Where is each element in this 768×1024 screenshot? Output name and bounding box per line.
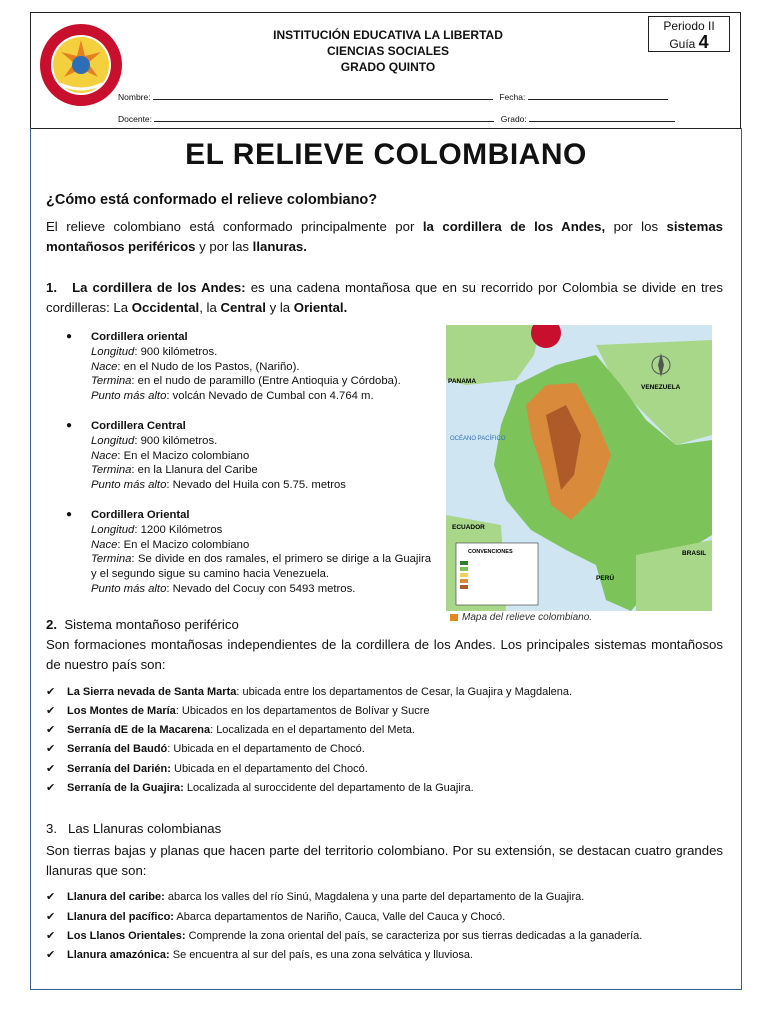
teacher-line[interactable]: [154, 112, 494, 122]
cordillera-value: : Nevado del Cocuy con 5493 metros.: [166, 582, 356, 595]
cordillera-block-3: [91, 508, 431, 597]
intro-text-1: El relieve colombiano está conformado principalmente por: [46, 219, 423, 234]
map-label-peru: PERÚ: [596, 575, 615, 582]
page-title: EL RELIEVE COLOMBIANO: [185, 138, 587, 171]
cordillera-key: Punto más alto: [91, 582, 167, 595]
list-item-text: : Ubicada en el departamento de Chocó.: [167, 743, 365, 755]
section3-number: 3.: [46, 821, 57, 836]
section1-text-1: es una cadena montañosa que en su recorrido por Colombia se divide en tres cordilleras: La: [46, 280, 723, 315]
cordillera-key: Nace: [91, 360, 118, 373]
list-item: [46, 762, 368, 775]
cordillera-key: Punto más alto: [91, 390, 167, 403]
section2-title: Sistema montañoso periférico: [64, 617, 239, 632]
section3-title: Las Llanuras colombianas: [68, 821, 222, 836]
list-item: [46, 929, 642, 942]
cordillera-value: : En el Macizo colombiano: [117, 538, 250, 551]
cordillera-value: : en el Nudo de los Pastos, (Nariño).: [117, 360, 300, 373]
cordillera-value: : 900 kilómetros.: [134, 345, 218, 358]
section1-bold-central: Central: [220, 300, 266, 315]
section2-heading: [46, 617, 239, 632]
list-item: [46, 890, 584, 903]
teacher-label: Docente:: [118, 114, 153, 124]
period-box: [648, 16, 730, 52]
check-icon: ✔: [46, 705, 56, 717]
check-icon: ✔: [46, 686, 56, 698]
date-line[interactable]: [528, 90, 668, 100]
section1-number: 1.: [46, 280, 57, 295]
guide-label: Guía: [669, 37, 696, 51]
cordillera-value: : Nevado del Huila con 5.75. metros: [166, 479, 346, 492]
bullet-dot: ●: [66, 509, 73, 520]
list-item-bold: Serranía de la Guajira:: [67, 782, 184, 794]
subject-name: CIENCIAS SOCIALES: [326, 44, 449, 58]
period-label: Periodo II: [663, 19, 715, 33]
list-item-bold: Serranía del Darién:: [67, 763, 171, 775]
bullet-dot: ●: [66, 420, 73, 431]
check-icon: ✔: [46, 891, 56, 903]
section3-paragraph: Son tierras bajas y planas que hacen parte del territorio colombiano. Por su extensión, se destacan cuatro grandes llanuras que son:: [46, 843, 723, 878]
bullet-dot: ●: [66, 331, 73, 342]
list-item-text: Comprende la zona oriental del país, se caracteriza por sus tierras dedicadas a la ganadería.: [185, 930, 643, 942]
list-item: [46, 781, 474, 794]
check-icon: ✔: [46, 949, 56, 961]
list-item: [46, 948, 473, 961]
check-icon: ✔: [46, 724, 56, 736]
cordillera-key: Termina: [91, 464, 132, 477]
guide-number: 4: [698, 32, 709, 52]
cordillera-key: Longitud: [91, 345, 135, 358]
section1-title: La cordillera de los Andes:: [72, 280, 246, 295]
map-label-brasil: BRASIL: [682, 550, 707, 557]
list-item-text: abarca los valles del río Sinú, Magdalena y una parte del departamento de la Guajira.: [164, 891, 585, 903]
list-item: [46, 685, 572, 698]
check-icon: ✔: [46, 743, 56, 755]
grade-name: GRADO QUINTO: [340, 60, 436, 74]
cordillera-title: Cordillera oriental: [91, 331, 188, 343]
list-item-bold: Los Llanos Orientales:: [67, 930, 186, 942]
cordillera-value: : 900 kilómetros.: [134, 434, 218, 447]
cordillera-value: : En el Macizo colombiano: [117, 449, 250, 462]
section2-paragraph: Son formaciones montañosas independientes de la cordillera de los Andes. Los principales sistemas montañosos de nuestro país son:: [46, 637, 723, 672]
caption-marker: [450, 614, 458, 621]
cordillera-value: : volcán Nevado de Cumbal con 4.764 m.: [166, 390, 374, 403]
map-caption: Mapa del relieve colombiano.: [462, 612, 593, 623]
cordillera-key: Nace: [91, 538, 118, 551]
intro-bold-llanuras: llanuras.: [252, 239, 307, 254]
list-item-text: : Localizada en el departamento del Meta.: [210, 724, 415, 736]
intro-text-3: y por las: [195, 239, 253, 254]
intro-bold-andes: la cordillera de los Andes,: [422, 219, 606, 234]
cordillera-block-2: [91, 419, 431, 493]
list-item-bold: Llanura amazónica:: [67, 949, 170, 961]
cordillera-value: : en la Llanura del Caribe: [131, 464, 258, 477]
section1-bold-occidental: Occidental: [131, 300, 200, 315]
check-icon: ✔: [46, 763, 56, 775]
list-item-text: Ubicada en el departamento del Chocó.: [170, 763, 368, 775]
list-item: [46, 910, 505, 923]
map-label-venezuela: VENEZUELA: [641, 384, 681, 391]
grade-line[interactable]: [529, 112, 675, 122]
institution-name: INSTITUCIÓN EDUCATIVA LA LIBERTAD: [273, 28, 503, 42]
grade-field-label: Grado:: [500, 114, 527, 124]
section1-paragraph: [46, 278, 723, 318]
cordillera-title: Cordillera Oriental: [91, 509, 190, 521]
cordillera-value: : en el nudo de paramillo (Entre Antioquia y Córdoba).: [131, 375, 401, 388]
list-item-bold: Los Montes de María: [67, 705, 176, 717]
school-logo: [38, 22, 124, 108]
cordillera-key: Nace: [91, 449, 118, 462]
list-item-text: Localizada al suroccidente del departamento de la Guajira.: [183, 782, 474, 794]
relief-map-image: [446, 325, 712, 611]
cordillera-title: Cordillera Central: [91, 420, 186, 432]
list-item-text: : Ubicados en los departamentos de Bolívar y Sucre: [175, 705, 430, 717]
map-label-panama: PANAMA: [448, 378, 477, 385]
list-item-text: Se encuentra al sur del país, es una zona selvática y lluviosa.: [169, 949, 473, 961]
intro-bold-sistemas: sistemas montañosos periféricos: [46, 219, 723, 254]
cordillera-block-1: [91, 330, 431, 404]
section1-text-3: y la: [265, 300, 294, 315]
cordillera-key: Termina: [91, 553, 132, 566]
cordillera-key: Longitud: [91, 434, 135, 447]
list-item-bold: Llanura del caribe:: [67, 891, 165, 903]
question-heading: ¿Cómo está conformado el relieve colombiano?: [46, 192, 378, 208]
cordillera-key: Longitud: [91, 523, 135, 536]
intro-text-2: por los: [605, 219, 667, 234]
intro-paragraph: [46, 217, 723, 257]
map-label-ecuador: ECUADOR: [452, 524, 485, 531]
section3-heading: [46, 821, 221, 836]
list-item-text: Abarca departamentos de Nariño, Cauca, Valle del Cauca y Chocó.: [173, 911, 506, 923]
list-item: [46, 704, 430, 717]
list-item-bold: Serranía dE de la Macarena: [67, 724, 211, 736]
map-legend-title: CONVENCIONES: [468, 549, 513, 555]
cordillera-key: Punto más alto: [91, 479, 167, 492]
check-icon: ✔: [46, 930, 56, 942]
name-field-row: [118, 90, 668, 102]
cordillera-value: : Se divide en dos ramales, el primero se dirige a la Guajira y el segundo sigue su camino hacia Venezuela.: [91, 553, 431, 581]
list-item-bold: La Sierra nevada de Santa Marta: [67, 686, 237, 698]
name-label: Nombre:: [118, 92, 151, 102]
list-item: [46, 723, 415, 736]
list-item-bold: Serranía del Baudó: [67, 743, 168, 755]
section2-number: 2.: [46, 617, 57, 632]
section1-text-2: , la: [199, 300, 221, 315]
check-icon: ✔: [46, 911, 56, 923]
check-icon: ✔: [46, 782, 56, 794]
name-line[interactable]: [153, 90, 493, 100]
list-item-bold: Llanura del pacífico:: [67, 911, 174, 923]
list-item-text: : ubicada entre los departamentos de Cesar, la Guajira y Magdalena.: [236, 686, 573, 698]
cordillera-value: : 1200 Kilómetros: [134, 523, 223, 536]
map-label-ocean: OCÉANO PACÍFICO: [450, 436, 506, 442]
teacher-field-row: [118, 112, 675, 124]
cordillera-key: Termina: [91, 375, 132, 388]
list-item: [46, 742, 365, 755]
date-label: Fecha:: [499, 92, 526, 102]
section1-bold-oriental: Oriental.: [293, 300, 348, 315]
